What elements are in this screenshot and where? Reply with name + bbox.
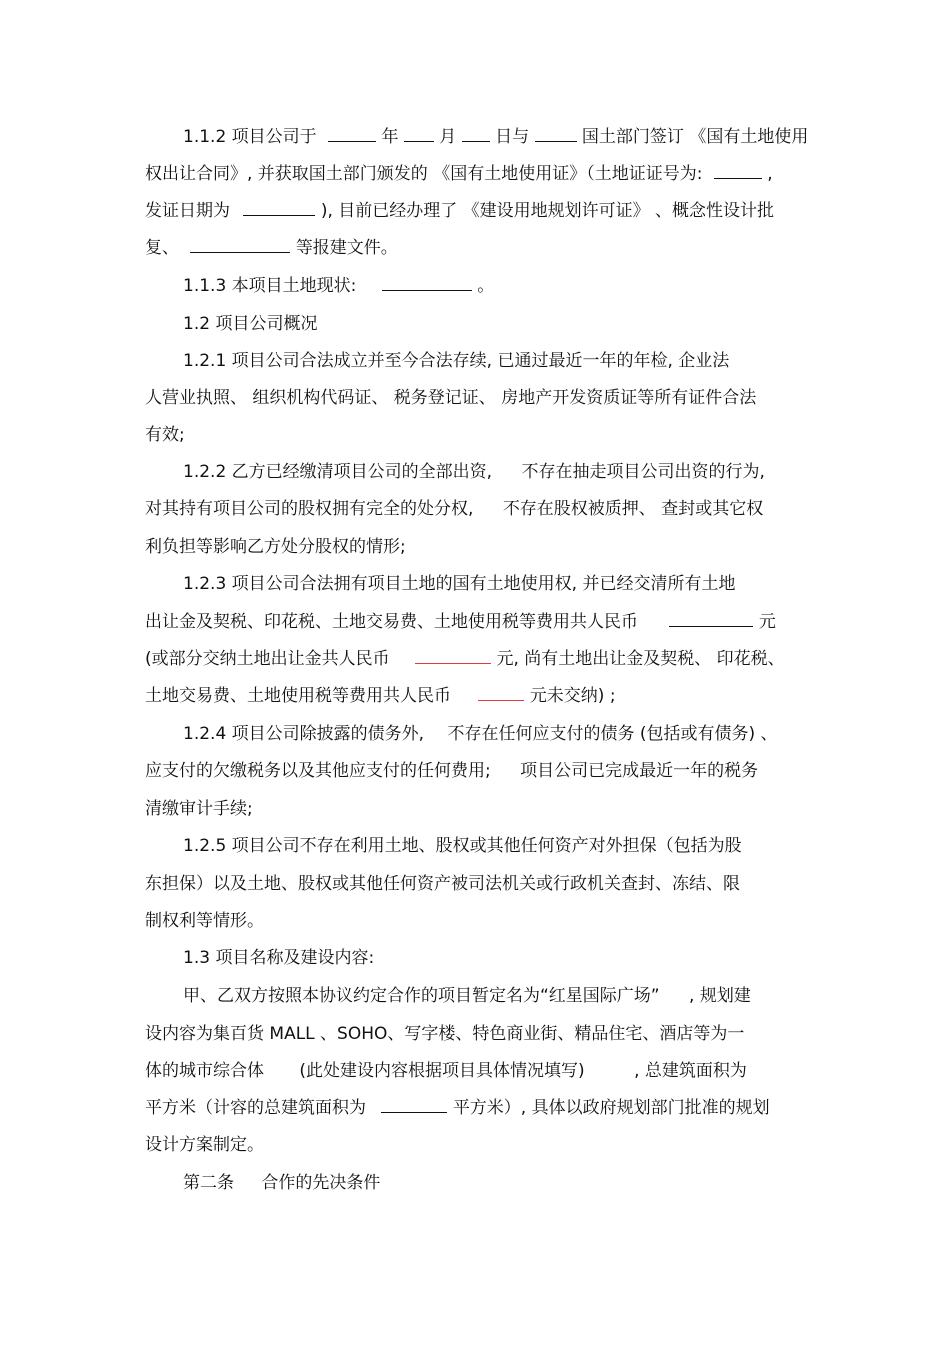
text-segment: 1.2.1 项目公司合法成立并至今合法存续, 已通过最近一年的年检, 企业法 xyxy=(183,351,730,371)
fill-blank xyxy=(462,127,490,142)
text-segment: 土地交易费、土地使用税等费用共人民币 xyxy=(145,686,451,706)
text-segment: 等报建文件。 xyxy=(295,238,398,258)
text-segment: 东担保）以及土地、股权或其他任何资产被司法机关或行政机关查封、冻结、限 xyxy=(145,874,740,894)
text-segment: 不存在任何应支付的债务 (包括或有债务) 、 xyxy=(447,724,778,744)
text-line xyxy=(145,1024,744,1044)
text-segment: 元 xyxy=(758,612,776,632)
section-heading xyxy=(183,948,374,968)
article-heading xyxy=(183,1173,380,1193)
text-segment: 1.2.2 乙方已经缴清项目公司的全部出资, xyxy=(183,462,493,482)
text-segment: 应支付的欠缴税务以及其他应支付的任何费用; xyxy=(145,761,491,781)
fill-blank xyxy=(478,686,524,701)
text-line xyxy=(183,836,742,856)
text-segment: (此处建设内容根据项目具体情况填写) xyxy=(299,1061,585,1081)
fill-blank xyxy=(404,127,434,142)
fill-blank xyxy=(190,238,290,253)
text-segment: 甲、乙双方按照本协议约定合作的项目暂定名为“红星国际广场” xyxy=(183,986,660,1006)
text-line xyxy=(145,537,406,557)
text-line xyxy=(145,612,776,632)
text-segment: 平方米）, 具体以政府规划部门批准的规划 xyxy=(452,1098,770,1118)
text-line xyxy=(145,1135,264,1155)
text-segment: 1.2.3 项目公司合法拥有项目土地的国有土地使用权, 并已经交清所有土地 xyxy=(183,574,736,594)
text-segment: 1.2.5 项目公司不存在利用土地、股权或其他任何资产对外担保（包括为股 xyxy=(183,836,742,856)
text-line xyxy=(183,127,808,147)
text-segment: , xyxy=(767,164,773,184)
text-segment: 1.1.3 本项目土地现状: xyxy=(183,276,357,296)
text-segment: 1.3 项目名称及建设内容: xyxy=(183,948,375,968)
text-segment: 复、 xyxy=(145,238,179,258)
text-segment: 人营业执照、 组织机构代码证、 税务登记证、 房地产开发资质证等所有证件合法 xyxy=(145,388,757,408)
fill-blank xyxy=(381,1098,447,1113)
fill-blank xyxy=(669,612,753,627)
text-line xyxy=(145,164,773,184)
fill-blank xyxy=(382,276,472,291)
text-segment: 体的城市综合体 xyxy=(145,1061,264,1081)
text-line xyxy=(145,911,264,931)
text-line xyxy=(145,649,785,669)
text-line xyxy=(145,238,398,258)
text-segment: 权出让合同》, 并获取国土部门颁发的 《国有土地使用证》（土地证证号为: xyxy=(145,164,703,184)
text-line xyxy=(145,874,740,894)
text-line xyxy=(145,1061,747,1081)
fill-blank xyxy=(328,127,376,142)
text-line xyxy=(183,351,729,371)
fill-blank xyxy=(535,127,577,142)
text-segment: , 规划建 xyxy=(689,986,751,1006)
text-segment: 国土部门签订 《国有土地使用 xyxy=(581,127,809,147)
text-line xyxy=(183,462,765,482)
text-segment: 。 xyxy=(477,276,495,296)
text-segment: 制权利等情形。 xyxy=(145,911,264,931)
text-segment: 1.1.2 项目公司于 xyxy=(183,127,317,147)
text-line xyxy=(145,201,774,221)
text-segment: 月 xyxy=(439,127,457,147)
text-line xyxy=(145,686,616,706)
text-segment: (或部分交纳土地出让金共人民币 xyxy=(145,649,390,669)
text-segment: 日与 xyxy=(495,127,530,147)
fill-blank xyxy=(415,649,491,664)
text-segment: 出让金及契税、印花税、土地交易费、土地使用税等费用共人民币 xyxy=(145,612,638,632)
text-line xyxy=(145,1098,770,1118)
fill-blank xyxy=(714,164,762,179)
text-segment: 元, 尚有土地出让金及契税、 印花税、 xyxy=(496,649,785,669)
text-segment: 第二条 xyxy=(183,1173,234,1193)
text-segment: ), 目前已经办理了 《建设用地规划许可证》 、概念性设计批 xyxy=(320,201,775,221)
text-segment: 设内容为集百货 MALL 、SOHO、写字楼、特色商业街、精品住宅、酒店等为一 xyxy=(145,1024,745,1044)
fill-blank xyxy=(243,201,315,216)
text-segment: 不存在股权被质押、 查封或其它权 xyxy=(502,499,764,519)
text-line xyxy=(145,425,185,445)
text-segment: 清缴审计手续; xyxy=(145,799,253,819)
text-line xyxy=(145,499,763,519)
text-line xyxy=(183,724,778,744)
text-line xyxy=(145,388,756,408)
text-segment: 对其持有项目公司的股权拥有完全的处分权, xyxy=(145,499,474,519)
text-segment: 不存在抽走项目公司出资的行为, xyxy=(521,462,765,482)
text-segment: 平方米（计容的总建筑面积为 xyxy=(145,1098,366,1118)
text-line xyxy=(145,761,758,781)
text-segment: 有效; xyxy=(145,425,185,445)
text-segment: 设计方案制定。 xyxy=(145,1135,264,1155)
text-segment: 年 xyxy=(381,127,399,147)
text-segment: 1.2.4 项目公司除披露的债务外, xyxy=(183,724,425,744)
text-segment: 元未交纳) ; xyxy=(529,686,616,706)
text-line xyxy=(145,799,253,819)
text-segment: 合作的先决条件 xyxy=(261,1173,381,1193)
text-segment: 1.2 项目公司概况 xyxy=(183,314,318,334)
section-heading xyxy=(183,314,317,334)
text-line xyxy=(183,276,494,296)
text-line xyxy=(183,986,751,1006)
text-segment: , 总建筑面积为 xyxy=(634,1061,747,1081)
text-segment: 项目公司已完成最近一年的税务 xyxy=(520,761,759,781)
text-segment: 发证日期为 xyxy=(145,201,230,221)
text-line xyxy=(183,574,735,594)
text-segment: 利负担等影响乙方处分股权的情形; xyxy=(145,537,406,557)
